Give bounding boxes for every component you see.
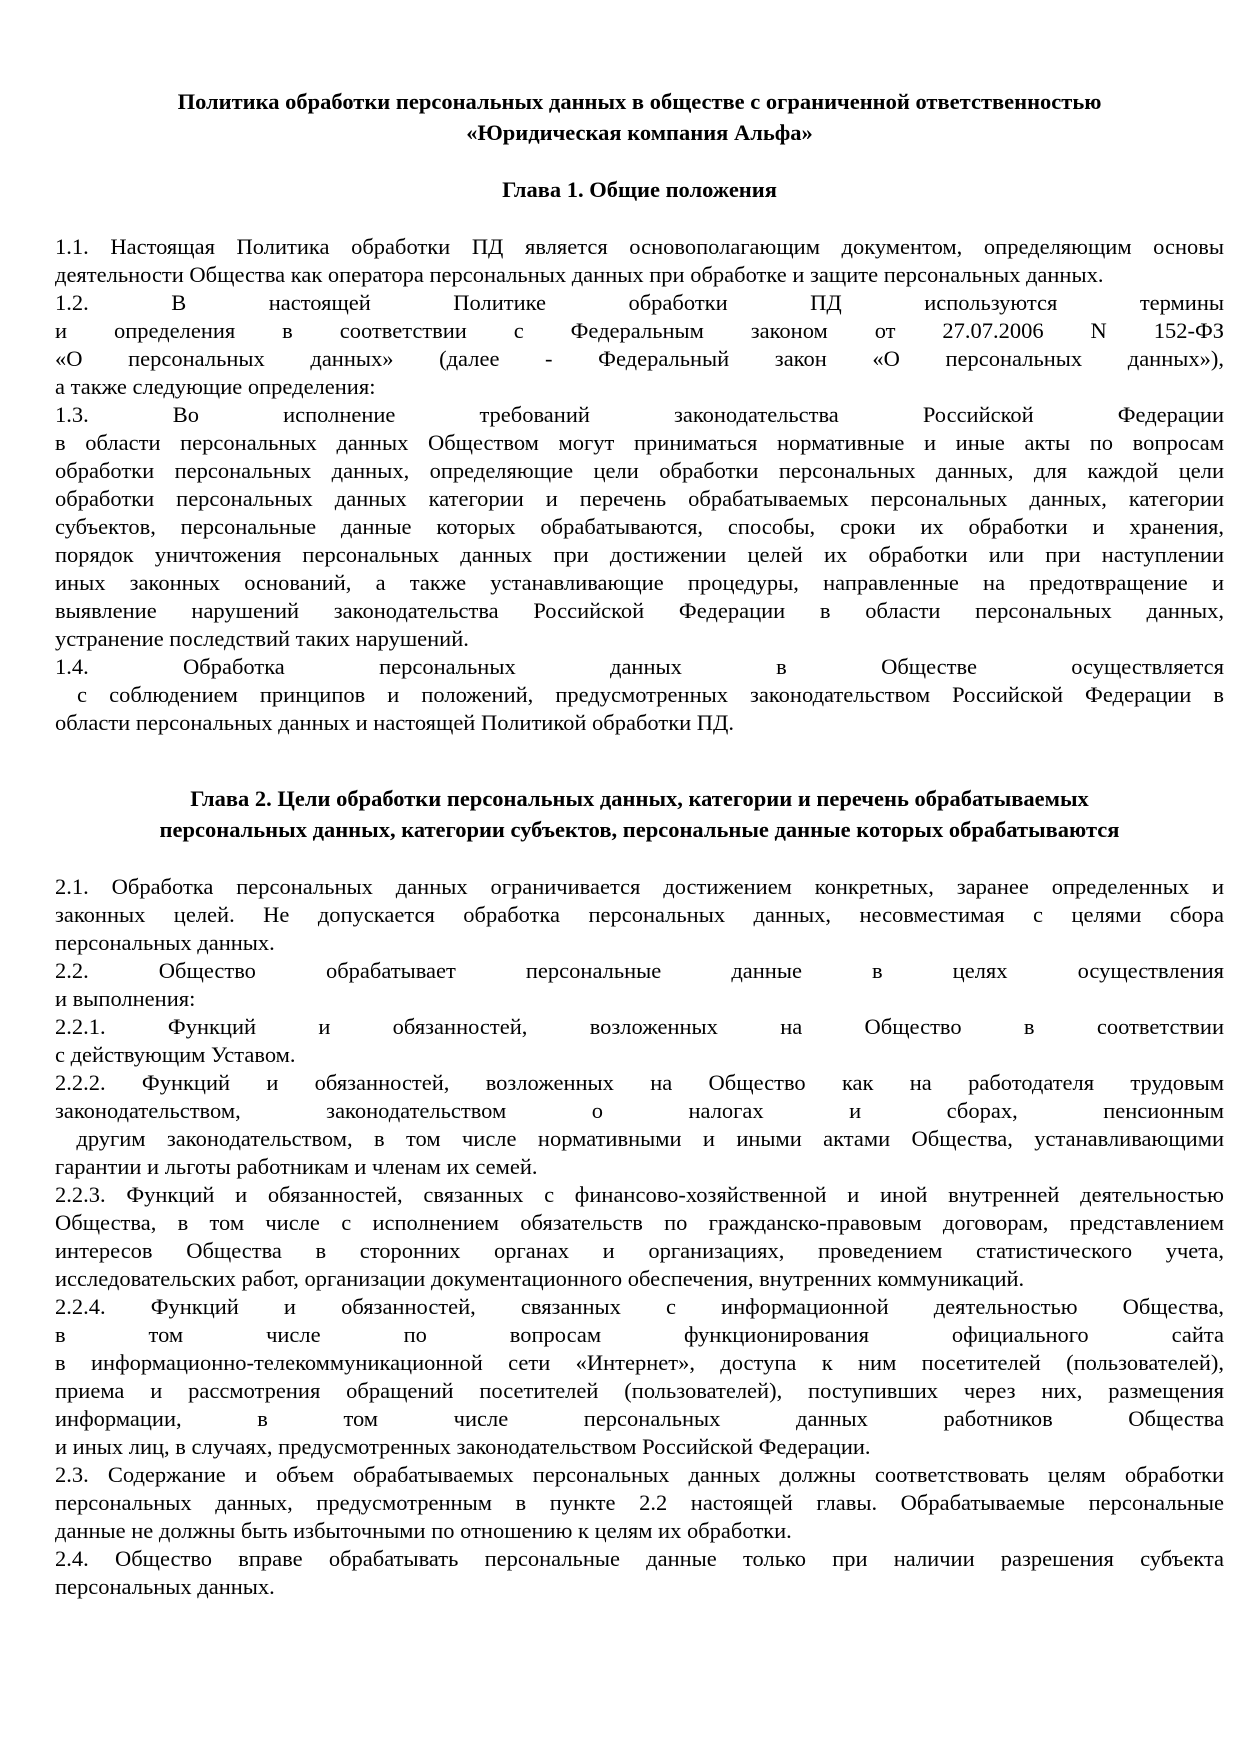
paragraph [55, 1545, 1224, 1601]
text-line: 1.3. Во исполнение требований законодательства Российской Федерации [55, 402, 1224, 427]
chapter-1-heading [55, 174, 1224, 205]
paragraph [55, 233, 1224, 289]
text-line: в том числе по вопросам функционирования официального сайта [55, 1322, 1224, 1347]
text-line: гарантии и льготы работникам и членам их семей. [55, 1154, 538, 1179]
text-line: 2.2. Общество обрабатывает персональные данные в целях осуществления [55, 958, 1224, 983]
text-line: «О персональных данных» (далее - Федеральный закон «О персональных данных»), [55, 346, 1224, 371]
paragraph [55, 957, 1224, 1013]
text-line: приема и рассмотрения обращений посетителей (пользователей), поступивших через них, размещения [55, 1378, 1224, 1403]
text-line: а также следующие определения: [55, 374, 376, 399]
text-line: с действующим Уставом. [55, 1042, 296, 1067]
text-line: исследовательских работ, организации документационного обеспечения, внутренних коммуникаций. [55, 1266, 1025, 1291]
chapter-2-heading [55, 783, 1224, 845]
chapter-heading-line: персональных данных, категории субъектов, персональные данные которых обрабатываются [159, 817, 1120, 842]
text-line: персональных данных. [55, 930, 275, 955]
paragraph [55, 653, 1224, 737]
text-line: данные не должны быть избыточными по отношению к целям их обработки. [55, 1518, 792, 1543]
text-line: с соблюдением принципов и положений, предусмотренных законодательством Российской Федерации в [55, 682, 1224, 707]
document-title [55, 86, 1224, 148]
text-line: 1.1. Настоящая Политика обработки ПД является основополагающим документом, определяющим основы [55, 234, 1224, 259]
paragraph [55, 289, 1224, 401]
text-line: интересов Общества в сторонних органах и организациях, проведением статистического учета, [55, 1238, 1224, 1263]
chapter-2-section [55, 783, 1224, 1601]
paragraph [55, 1461, 1224, 1545]
text-line: обработки персональных данных, определяющие цели обработки персональных данных, для каждой цели [55, 458, 1224, 483]
text-line: другим законодательством, в том числе нормативными и иными актами Общества, устанавливающими [55, 1126, 1224, 1151]
text-line: законных целей. Не допускается обработка персональных данных, несовместимая с целями сбора [55, 902, 1224, 927]
paragraph [55, 1181, 1224, 1293]
text-line: персональных данных. [55, 1574, 275, 1599]
paragraph [55, 1069, 1224, 1181]
text-line: 2.2.1. Функций и обязанностей, возложенных на Общество в соответствии [55, 1014, 1224, 1039]
text-line: и определения в соответствии с Федеральным законом от 27.07.2006 N 152-ФЗ [55, 318, 1224, 343]
text-line: и выполнения: [55, 986, 196, 1011]
chapter-heading-line: Глава 1. Общие положения [502, 177, 777, 202]
text-line: 2.2.3. Функций и обязанностей, связанных с финансово-хозяйственной и иной внутренней деятельностью [55, 1182, 1224, 1207]
text-line: 2.2.2. Функций и обязанностей, возложенных на Общество как на работодателя трудовым [55, 1070, 1224, 1095]
chapter-1-paragraphs [55, 233, 1224, 737]
chapter-2-paragraphs [55, 873, 1224, 1601]
text-line: информации, в том числе персональных данных работников Общества [55, 1406, 1224, 1431]
text-line: 1.2. В настоящей Политике обработки ПД используются термины [55, 290, 1224, 315]
text-line: порядок уничтожения персональных данных при достижении целей их обработки или при наступлении [55, 542, 1224, 567]
text-line: 2.1. Обработка персональных данных ограничивается достижением конкретных, заранее определенных и [55, 874, 1224, 899]
text-line: 2.4. Общество вправе обрабатывать персональные данные только при наличии разрешения субъекта [55, 1546, 1224, 1571]
text-line: персональных данных, предусмотренным в пункте 2.2 настоящей главы. Обрабатываемые персональные [55, 1490, 1224, 1515]
text-line: деятельности Общества как оператора персональных данных при обработке и защите персональных данных. [55, 262, 1104, 287]
text-line: законодательством, законодательством о налогах и сборах, пенсионным [55, 1098, 1224, 1123]
text-line: 1.4. Обработка персональных данных в Обществе осуществляется [55, 654, 1224, 679]
chapter-1-section [55, 174, 1224, 737]
chapter-heading-line: Глава 2. Цели обработки персональных данных, категории и перечень обрабатываемых [190, 786, 1089, 811]
text-line: области персональных данных и настоящей Политикой обработки ПД. [55, 710, 735, 735]
text-line: иных законных оснований, а также устанавливающие процедуры, направленные на предотвращение и [55, 570, 1224, 595]
text-line: субъектов, персональные данные которых обрабатываются, способы, сроки их обработки и хранения, [55, 514, 1224, 539]
text-line: 2.2.4. Функций и обязанностей, связанных с информационной деятельностью Общества, [55, 1294, 1224, 1319]
text-line: выявление нарушений законодательства Российской Федерации в области персональных данных, [55, 598, 1224, 623]
text-line: обработки персональных данных категории и перечень обрабатываемых персональных данных, категории [55, 486, 1224, 511]
paragraph [55, 1293, 1224, 1461]
text-line: в информационно-телекоммуникационной сети «Интернет», доступа к ним посетителей (пользователей), [55, 1350, 1224, 1375]
paragraph [55, 873, 1224, 957]
text-line: 2.3. Содержание и объем обрабатываемых персональных данных должны соответствовать целям обработки [55, 1462, 1224, 1487]
document-title-line: Политика обработки персональных данных в обществе с ограниченной ответственностью [177, 89, 1102, 114]
paragraph [55, 1013, 1224, 1069]
text-line: и иных лиц, в случаях, предусмотренных законодательством Российской Федерации. [55, 1434, 871, 1459]
text-line: Общества, в том числе с исполнением обязательств по гражданско-правовым договорам, представлением [55, 1210, 1224, 1235]
text-line: в области персональных данных Обществом могут приниматься нормативные и иные акты по вопросам [55, 430, 1224, 455]
paragraph [55, 401, 1224, 653]
document-title-line: «Юридическая компания Альфа» [466, 120, 813, 145]
text-line: устранение последствий таких нарушений. [55, 626, 469, 651]
